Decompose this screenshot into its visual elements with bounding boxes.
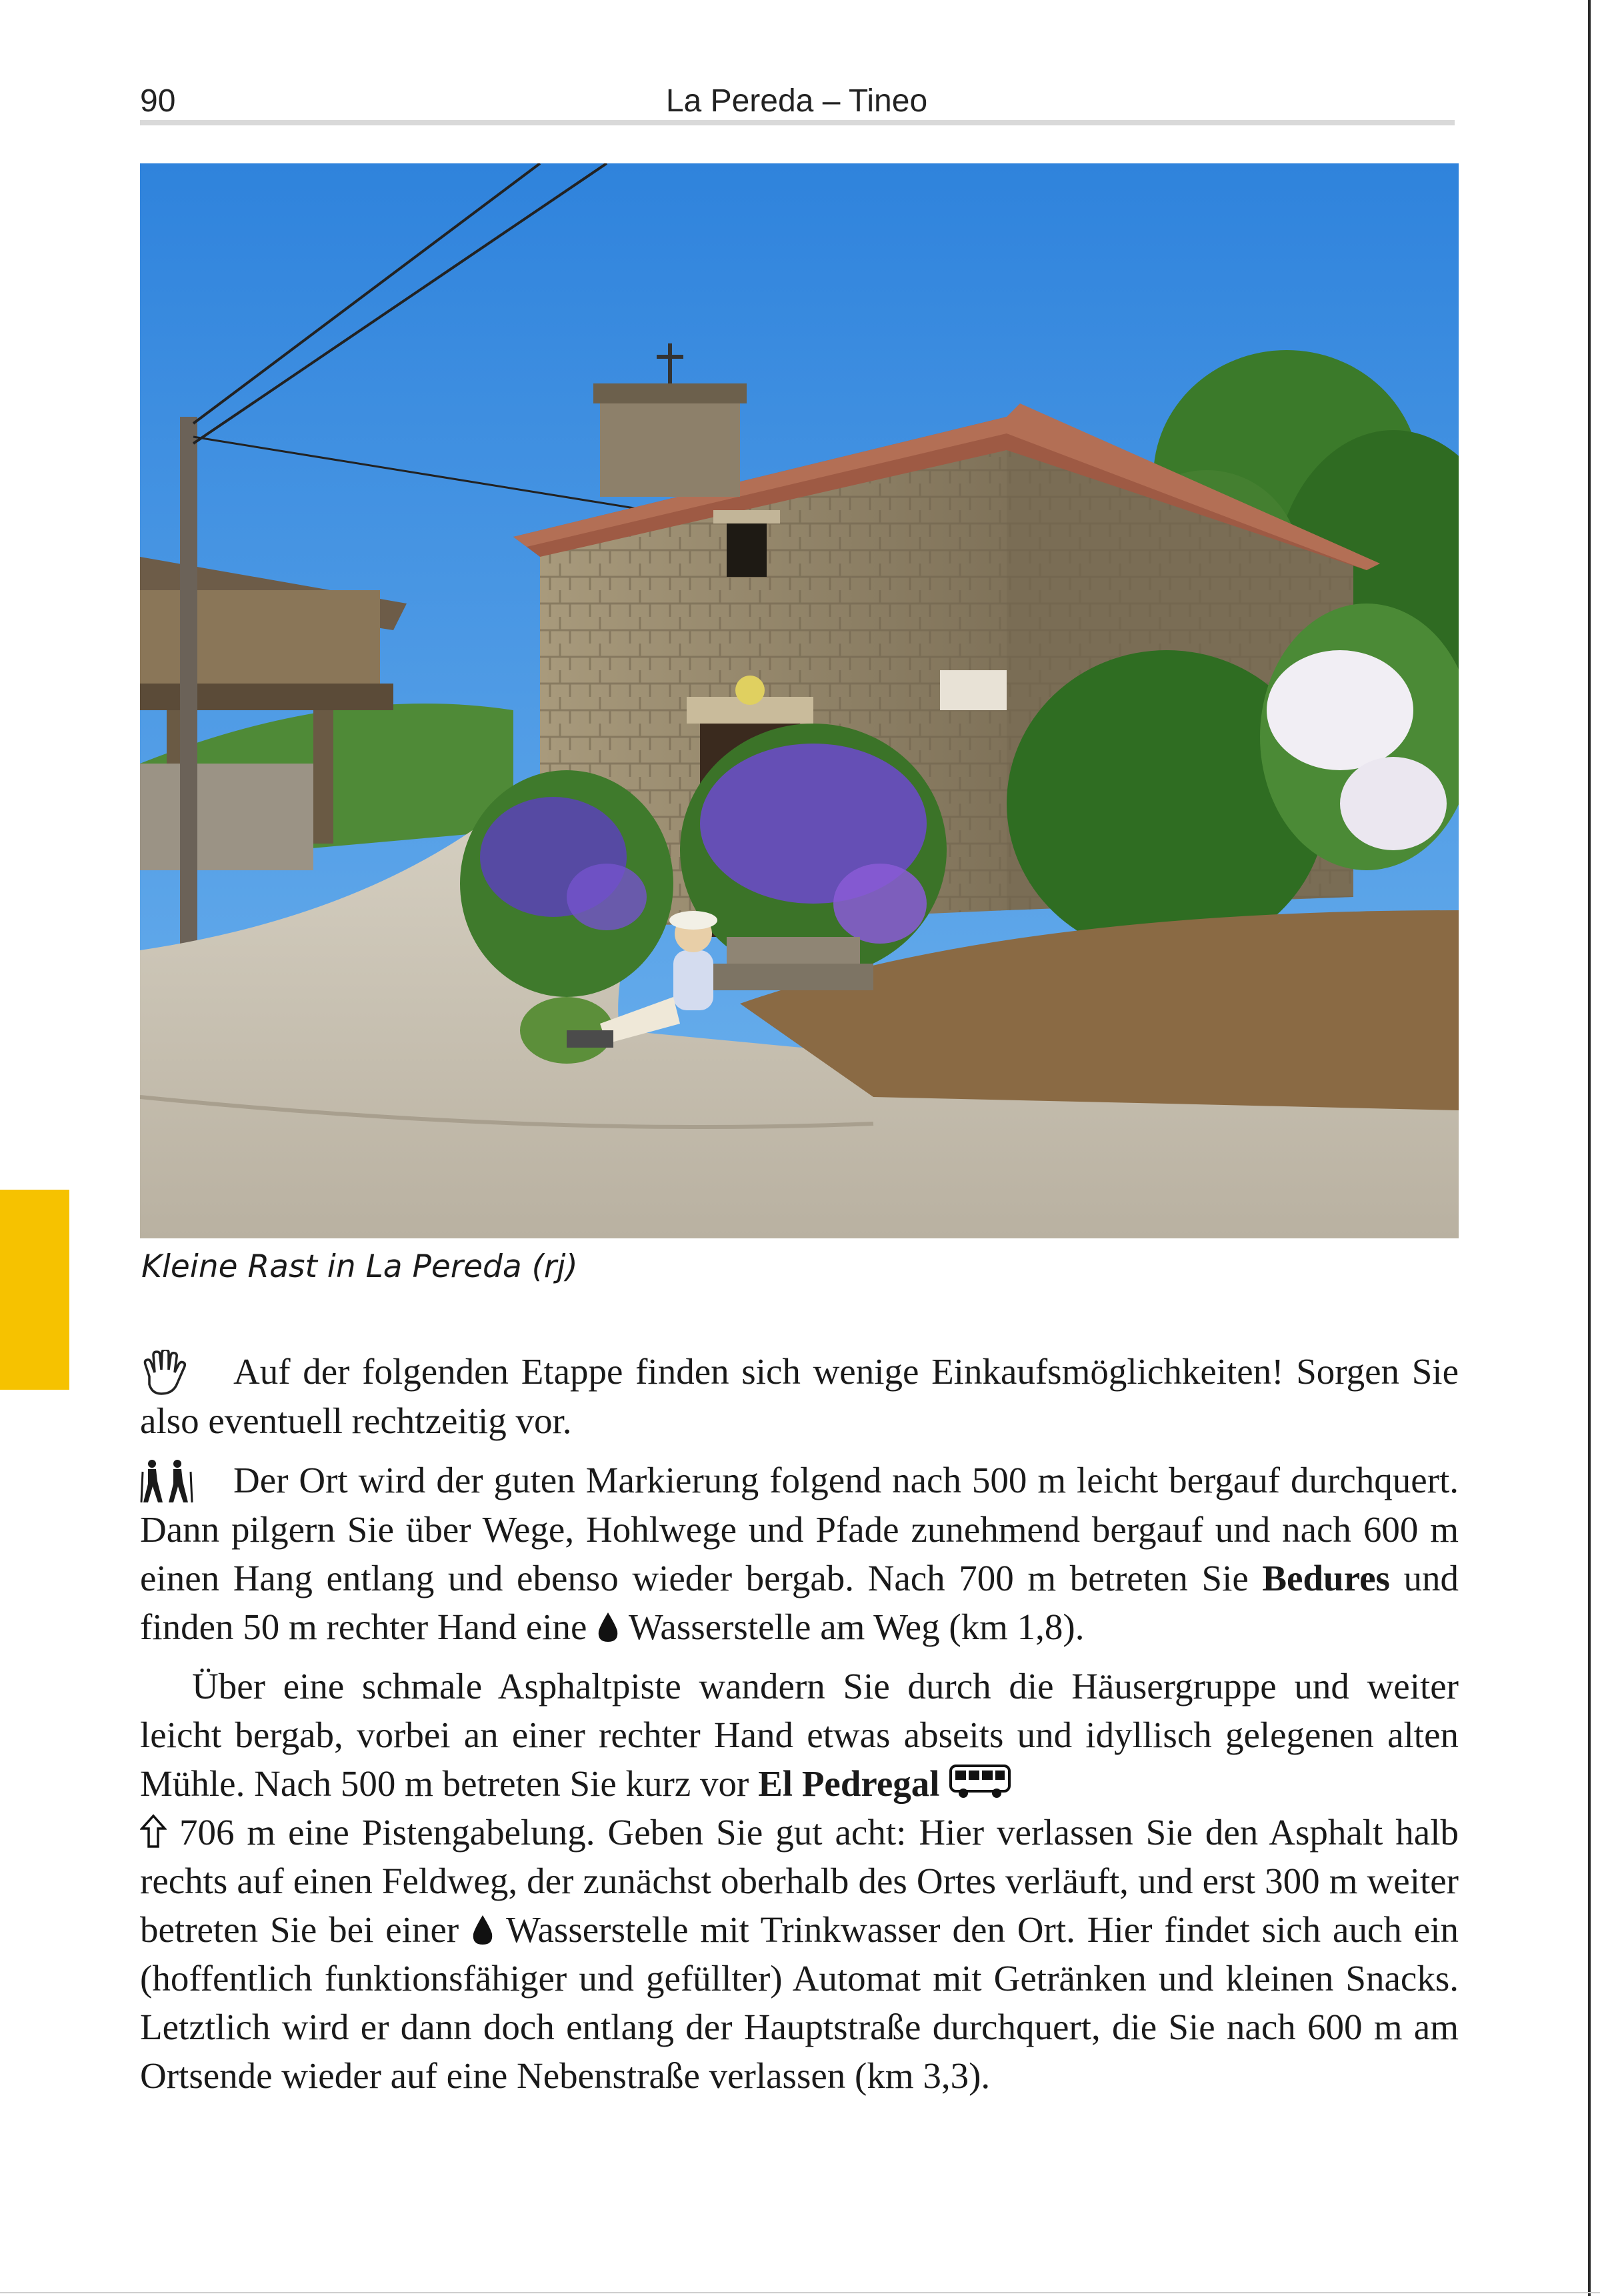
body-text [140, 1347, 1459, 2111]
place-bedures: Bedures [1262, 1558, 1390, 1598]
bus-icon [949, 1763, 1013, 1800]
page-edge-bottom [0, 2292, 1600, 2293]
hand-icon [140, 1347, 233, 1396]
paragraph-hint [140, 1347, 1459, 1445]
chapel-photo [140, 163, 1459, 1238]
pedregal-text-1: Über eine schmale Asphaltpiste wandern Sie durch die Häusergruppe und weiter leicht bergab, vorbei an einer rechter Hand etwas abseits und idyllisch gelegenen alten Mühle. Nach 500 m betreten Sie kurz vor [140, 1666, 1459, 1804]
route-text-3: Wasserstelle am Weg (km 1,8). [620, 1606, 1085, 1647]
chapter-thumb-tab [0, 1190, 69, 1390]
place-el-pedregal: El Pedregal [758, 1763, 940, 1804]
header-rule [140, 120, 1455, 125]
page-edge-right [1588, 0, 1591, 2296]
page-number: 90 [140, 83, 176, 119]
running-title: La Pereda – Tineo [665, 83, 928, 119]
pedregal-text-3: Wasserstelle mit Trinkwasser den Ort. Hier findet sich auch ein (hoffentlich funktionsfähiger und gefüllter) Automat mit Getränken und kleinen Snacks. Letztlich wird er dann doch entlang der Hauptstraße durchquert, die Sie nach 600 m am Ortsende wieder auf eine Nebenstraße verlassen (km 3,3). [140, 1909, 1459, 2096]
up-arrow-icon [140, 1814, 167, 1849]
route-text-1: Der Ort wird der guten Markierung folgend nach 500 m leicht bergauf durchquert. Dann pilgern Sie über Wege, Hohlwege und Pfade zunehmend bergauf und nach 600 m einen Hang entlang und ebenso wieder bergab. Nach 700 m betreten Sie [140, 1460, 1459, 1598]
hikers-icon [140, 1456, 233, 1505]
photo-caption: Kleine Rast in La Pereda (rj) [141, 1248, 578, 1285]
route-text-2: und finden 50 m rechter Hand eine [140, 1558, 1459, 1647]
pedregal-text-2: 706 m eine Pistengabelung. Geben Sie gut acht: Hier verlassen Sie den Asphalt halb rechts auf einen Feldweg, der zunächst oberhalb des Ortes verläuft, und erst 300 m weiter betreten Sie bei einer [140, 1812, 1459, 1950]
water-drop-icon [471, 1914, 495, 1946]
paragraph-route [140, 1456, 1459, 1651]
page-header [140, 79, 1453, 125]
paragraph-pedregal [140, 1662, 1459, 2100]
hint-text: Auf der folgenden Etappe finden sich wenige Einkaufsmöglichkeiten! Sorgen Sie also eventuell rechtzeitig vor. [140, 1351, 1459, 1441]
water-drop-icon [596, 1611, 620, 1643]
